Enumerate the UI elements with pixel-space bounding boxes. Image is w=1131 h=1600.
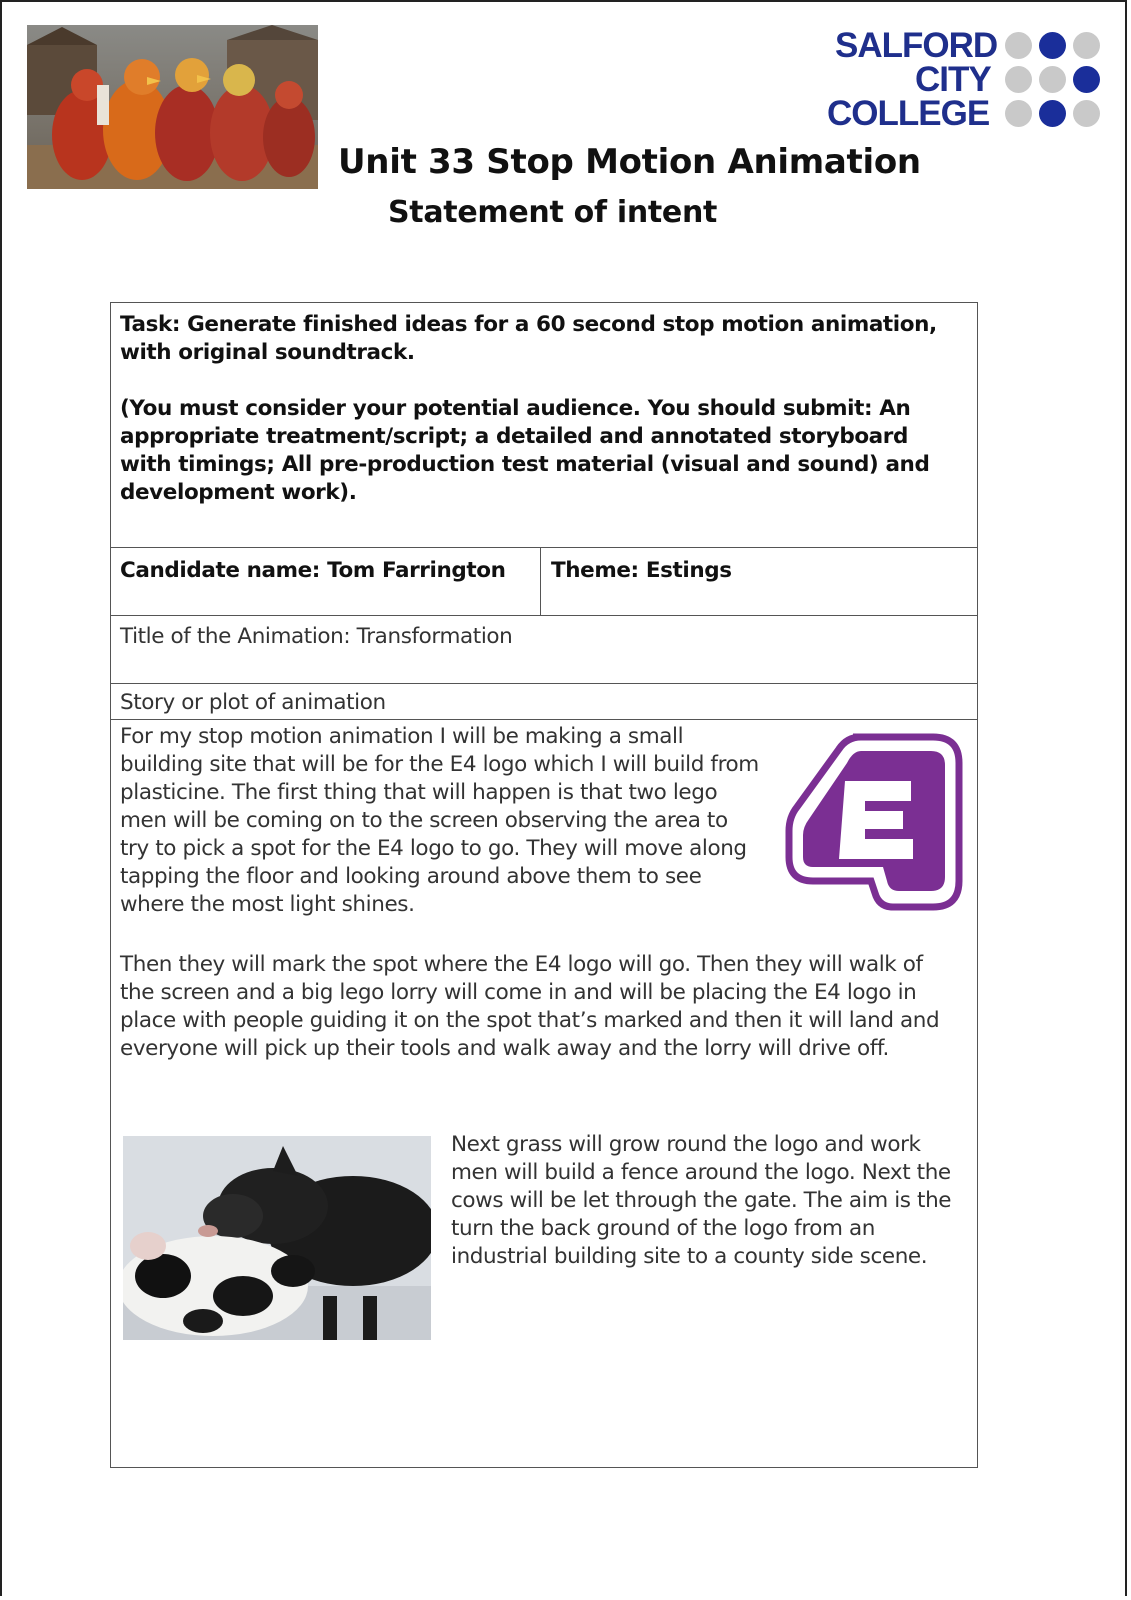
animation-title: Title of the Animation: Transformation xyxy=(120,624,513,649)
story-paragraph-3: Next grass will grow round the logo and work men will build a fence around the logo. Next the cows will be let through the gate. The aim is the turn the back ground of the logo from an industrial building site to a county side scene. xyxy=(451,1132,952,1269)
college-logo xyxy=(827,26,1120,136)
statement-form xyxy=(110,302,978,1468)
task-requirements: (You must consider your potential audience. You should submit: An appropriate treatment/script; a detailed and annotated storyboard with timings; All pre-production test material (visual and sound) and development work). xyxy=(120,396,930,505)
row-divider xyxy=(111,547,977,548)
logo-word-college: COLLEGE xyxy=(827,94,990,133)
row-divider xyxy=(111,719,977,720)
row-divider xyxy=(111,683,977,684)
row-divider xyxy=(111,615,977,616)
candidate-name: Candidate name: Tom Farrington xyxy=(120,558,506,583)
logo-dot xyxy=(1073,32,1100,59)
logo-dot xyxy=(1073,66,1100,93)
logo-dot xyxy=(1005,100,1032,127)
column-divider xyxy=(540,547,541,615)
logo-dot xyxy=(1039,32,1066,59)
logo-word-city: CITY xyxy=(915,60,991,99)
story-paragraph-2: Then they will mark the spot where the E4 logo will go. Then they will walk of the screen and a big lego lorry will come in and will be placing the E4 logo in place with people guiding it on the spot that’s marked and then it will land and everyone will pick up their tools and walk away and the lorry will drive off. xyxy=(120,952,940,1061)
story-heading: Story or plot of animation xyxy=(120,690,386,715)
logo-dot xyxy=(1005,32,1032,59)
page-title: Unit 33 Stop Motion Animation xyxy=(338,142,921,182)
logo-dot xyxy=(1005,66,1032,93)
theme-field: Theme: Estings xyxy=(551,558,732,583)
logo-dot xyxy=(1039,100,1066,127)
chicken-run-photo xyxy=(27,25,318,189)
story-paragraph-1: For my stop motion animation I will be making a small building site that will be for the E4 logo which I will build from plasticine. The first thing that will happen is that two lego men will be coming on to the screen observing the area to try to pick a spot for the E4 logo to go. They will move along tapping the floor and looking around above them to see where the most light shines. xyxy=(120,724,759,917)
logo-dot xyxy=(1073,100,1100,127)
task-description: Task: Generate finished ideas for a 60 second stop motion animation, with original soundtrack. xyxy=(120,312,937,365)
page-subtitle: Statement of intent xyxy=(388,195,718,230)
e4-logo-icon xyxy=(783,731,965,913)
logo-dot xyxy=(1039,66,1066,93)
logo-word-salford: SALFORD xyxy=(835,26,998,65)
cow-toys-photo xyxy=(123,1136,431,1340)
